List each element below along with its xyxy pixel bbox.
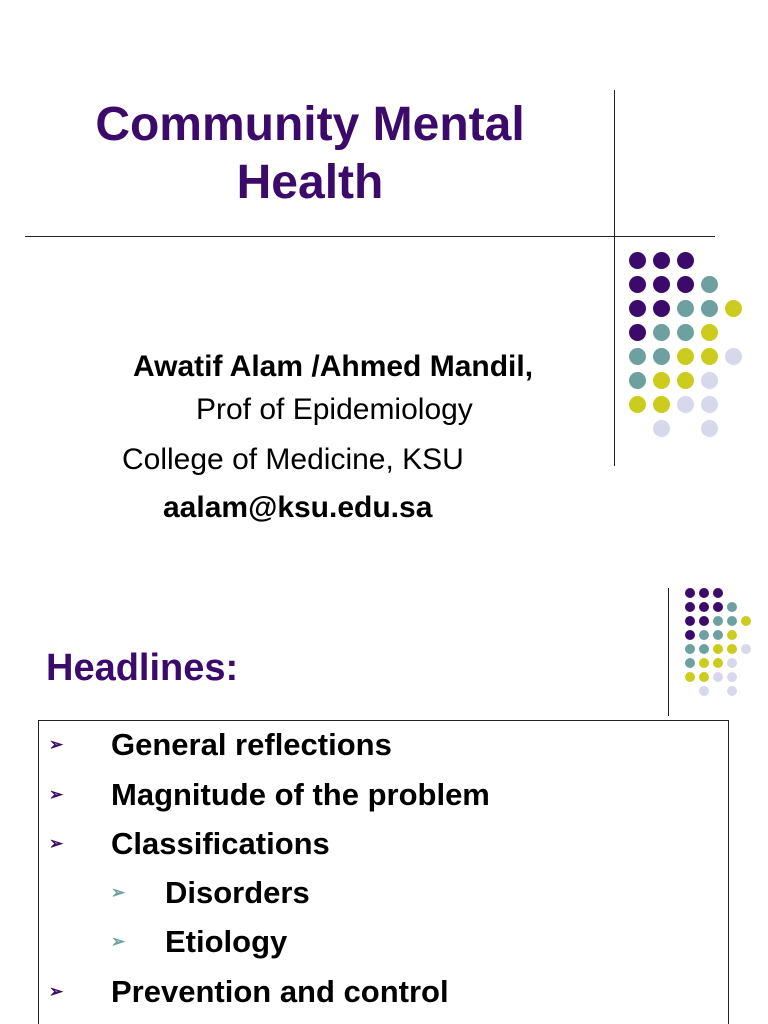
decorative-dot <box>699 588 709 598</box>
list-item <box>49 777 490 813</box>
decorative-dot <box>713 588 723 598</box>
decorative-dot <box>653 372 670 389</box>
arrow-bullet-icon: ➢ <box>111 932 126 951</box>
decorative-dot <box>699 672 709 682</box>
decorative-dot <box>727 602 737 612</box>
decorative-dot <box>677 372 694 389</box>
decorative-dot <box>677 396 694 413</box>
decorative-dot <box>653 420 670 437</box>
decorative-dot <box>677 252 694 269</box>
decorative-dot <box>629 396 646 413</box>
decorative-dot <box>727 672 737 682</box>
decorative-dot <box>713 672 723 682</box>
author-names: Awatif Alam /Ahmed Mandil, <box>133 350 534 383</box>
decorative-dot <box>685 602 695 612</box>
decorative-dot <box>677 276 694 293</box>
author-position: Prof of Epidemiology <box>196 393 473 426</box>
author-institution: College of Medicine, KSU <box>122 443 464 476</box>
decorative-dot <box>713 658 723 668</box>
list-item <box>49 727 392 763</box>
decorative-dot <box>741 616 751 626</box>
decorative-dot <box>713 602 723 612</box>
decorative-dot <box>727 686 737 696</box>
decorative-dot <box>685 672 695 682</box>
headlines-divider-vertical <box>668 588 669 716</box>
decorative-dot <box>713 630 723 640</box>
decorative-dot <box>629 276 646 293</box>
decorative-dot <box>629 348 646 365</box>
list-item-text: Prevention and control <box>111 974 449 1009</box>
list-item <box>49 826 330 862</box>
decorative-dot <box>701 372 718 389</box>
decorative-dot <box>701 348 718 365</box>
decorative-dot <box>701 300 718 317</box>
decorative-dot <box>725 348 742 365</box>
slide-title <box>30 96 590 212</box>
title-line-1: Community Mental <box>95 98 525 151</box>
decorative-dot <box>685 616 695 626</box>
decorative-dot <box>713 616 723 626</box>
arrow-bullet-icon: ➢ <box>49 785 64 804</box>
decorative-dot <box>727 630 737 640</box>
decorative-dot <box>701 276 718 293</box>
decorative-dot <box>653 276 670 293</box>
list-item-text: Magnitude of the problem <box>111 777 490 812</box>
decorative-dot <box>629 300 646 317</box>
arrow-bullet-icon: ➢ <box>49 982 64 1001</box>
decorative-dot <box>685 644 695 654</box>
decorative-dot <box>677 348 694 365</box>
headlines-list <box>38 720 729 1024</box>
title-divider-vertical <box>614 90 615 466</box>
decorative-dot <box>699 630 709 640</box>
decorative-dot <box>725 300 742 317</box>
headlines-slide <box>0 572 768 1024</box>
decorative-dot <box>727 658 737 668</box>
decorative-dot <box>677 324 694 341</box>
list-item <box>111 924 287 960</box>
decorative-dot <box>629 324 646 341</box>
title-line-2: Health <box>236 156 384 209</box>
list-item-text: General reflections <box>111 727 392 762</box>
arrow-bullet-icon: ➢ <box>49 735 64 754</box>
arrow-bullet-icon: ➢ <box>111 883 126 902</box>
list-item <box>49 974 449 1010</box>
list-item-text: Disorders <box>165 875 310 910</box>
decorative-dot <box>699 602 709 612</box>
decorative-dot <box>685 588 695 598</box>
decorative-dot <box>685 630 695 640</box>
decorative-dot <box>653 348 670 365</box>
arrow-bullet-icon: ➢ <box>49 834 64 853</box>
decorative-dot <box>727 644 737 654</box>
decorative-dot <box>713 644 723 654</box>
decorative-dot <box>701 324 718 341</box>
decorative-dot <box>727 616 737 626</box>
decorative-dot <box>653 324 670 341</box>
decorative-dot <box>685 658 695 668</box>
list-item <box>111 875 310 911</box>
decorative-dot <box>699 616 709 626</box>
decorative-dot <box>653 300 670 317</box>
decorative-dot <box>699 644 709 654</box>
title-divider-horizontal <box>25 236 715 237</box>
decorative-dot <box>701 420 718 437</box>
headlines-heading: Headlines: <box>46 647 239 689</box>
decorative-dot <box>699 658 709 668</box>
decorative-dot <box>741 644 751 654</box>
decorative-dot <box>629 372 646 389</box>
list-item-text: Classifications <box>111 826 330 861</box>
decorative-dot <box>653 252 670 269</box>
author-email: aalam@ksu.edu.sa <box>163 491 433 524</box>
decorative-dot <box>653 396 670 413</box>
decorative-dot <box>629 252 646 269</box>
decorative-dot <box>699 686 709 696</box>
decorative-dot <box>701 396 718 413</box>
decorative-dot <box>677 300 694 317</box>
list-item-text: Etiology <box>165 924 288 959</box>
